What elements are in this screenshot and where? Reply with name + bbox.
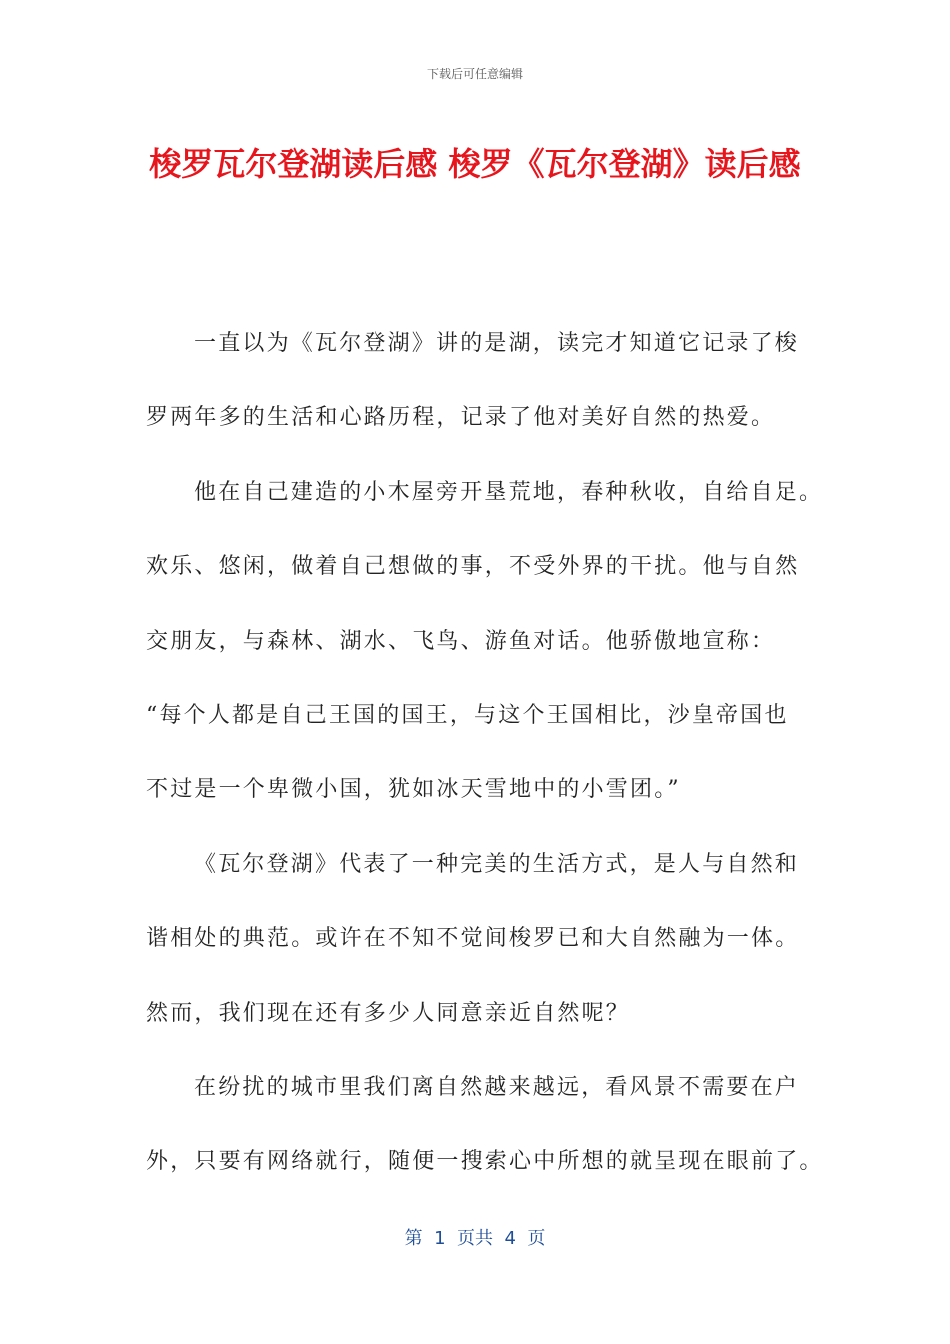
document-body (146, 320, 824, 1213)
body-line: 谐相处的典范。或许在不知不觉间梭罗已和大自然融为一体。 (146, 926, 800, 952)
body-line: 欢乐、悠闲，做着自己想做的事，不受外界的干扰。他与自然 (146, 554, 800, 580)
body-line: 罗两年多的生活和心路历程，记录了他对美好自然的热爱。 (146, 405, 776, 431)
body-line: “每个人都是自己王国的国王，与这个王国相比，沙皇帝国也 (146, 702, 789, 728)
body-line: 外，只要有网络就行，随便一搜索心中所想的就呈现在眼前了。 (146, 1149, 824, 1175)
page-number-footer: 第 1 页共 4 页 (404, 1228, 546, 1249)
body-line: 交朋友，与森林、湖水、飞鸟、游鱼对话。他骄傲地宣称： (146, 628, 776, 654)
body-line: 他在自己建造的小木屋旁开垦荒地，春种秋收，自给自足。 (194, 479, 824, 505)
body-line: 不过是一个卑微小国，犹如冰天雪地中的小雪团。” (146, 777, 681, 803)
body-line: 一直以为《瓦尔登湖》讲的是湖，读完才知道它记录了梭 (194, 331, 800, 356)
document-title: 梭罗瓦尔登湖读后感 梭罗《瓦尔登湖》读后感 (149, 145, 801, 183)
body-line: 《瓦尔登湖》代表了一种完美的生活方式，是人与自然和 (194, 851, 800, 877)
body-line: 在纷扰的城市里我们离自然越来越远，看风景不需要在户 (194, 1074, 800, 1100)
body-line: 然而，我们现在还有多少人同意亲近自然呢？ (146, 1000, 631, 1026)
header-note: 下载后可任意编辑 (426, 67, 523, 81)
